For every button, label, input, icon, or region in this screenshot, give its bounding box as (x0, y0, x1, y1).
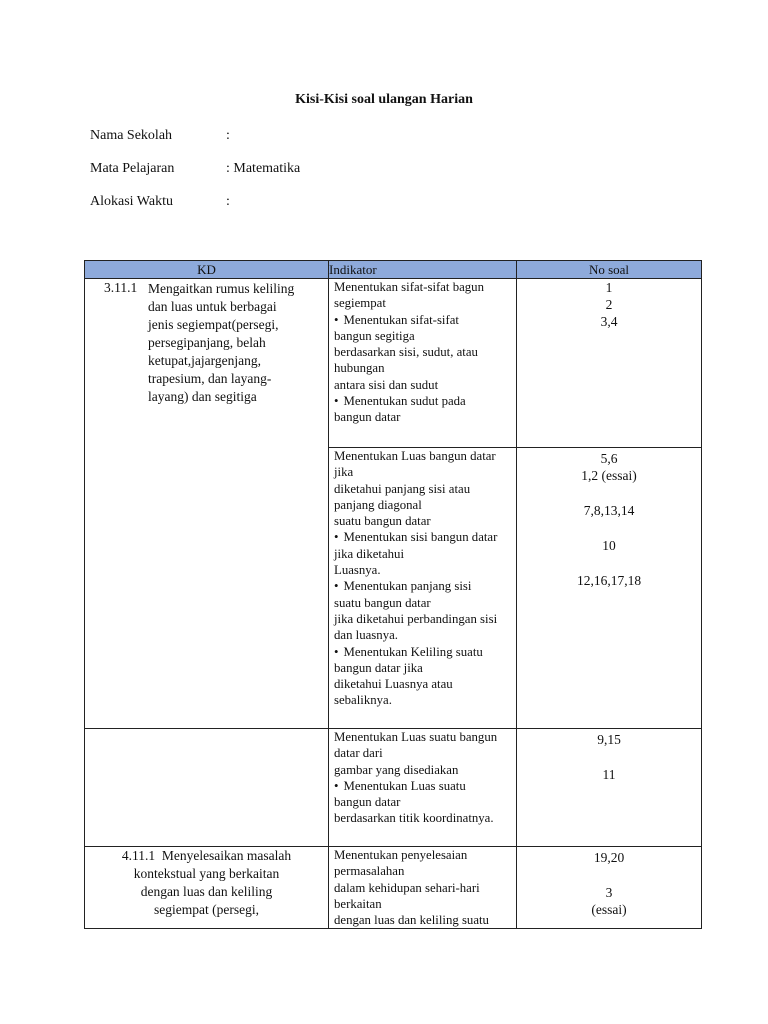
no-soal-cell (517, 847, 702, 929)
kd-number: 4.11.1 (121, 848, 156, 863)
indikator-line: datar dari (334, 746, 383, 761)
indikator-bullet-line: • Menentukan Keliling suatu (334, 644, 512, 660)
no-soal-cell (517, 279, 702, 448)
field-alokasi-waktu (90, 194, 230, 210)
no-soal-item: 3 (605, 885, 613, 900)
table-header-row (85, 261, 702, 279)
no-soal-cell (517, 729, 702, 847)
column-header-indikator: Indikator (329, 261, 517, 279)
indikator-line: Menentukan Luas bangun datar (334, 449, 496, 463)
field-label: Nama Sekolah (90, 128, 173, 143)
no-soal-item: 1,2 (essai) (581, 468, 637, 483)
indikator-cell (329, 448, 517, 729)
kd-text (85, 279, 328, 406)
field-label: Alokasi Waktu (90, 194, 173, 209)
indikator-line: dengan luas dan keliling suatu (334, 913, 489, 928)
kd-line: segiempat (persegi, (154, 902, 259, 917)
no-soal-item: 11 (602, 767, 616, 782)
no-soal-item: 19,20 (593, 850, 625, 865)
indikator-bullet-line: • Menentukan sisi bangun datar (334, 529, 512, 545)
indikator-line: jika diketahui perbandingan sisi (334, 611, 498, 626)
kd-text (85, 847, 328, 919)
indikator-line: bangun datar (334, 410, 401, 425)
indikator-bullet-line: • Menentukan panjang sisi (334, 578, 512, 594)
indikator-line: jika diketahui (334, 546, 405, 561)
field-nama-sekolah (90, 128, 230, 144)
indikator-line: suatu bangun datar (334, 595, 431, 610)
kd-line: layang) dan segitiga (148, 389, 257, 404)
indikator-line: antara sisi dan sudut (334, 377, 439, 392)
kd-number: 3.11.1 (104, 280, 138, 295)
indikator-line: bangun datar jika (334, 660, 423, 675)
indikator-bullet-line: • Menentukan sudut pada (334, 393, 512, 409)
indikator-line: segiempat (334, 296, 386, 311)
indikator-line: Luasnya. (334, 563, 381, 578)
column-header-kd: KD (85, 261, 329, 279)
indikator-line: bangun datar (334, 795, 401, 810)
no-soal-item: 10 (602, 538, 616, 553)
indikator-line: hubungan (334, 361, 385, 376)
no-soal-item: 5,6 (600, 451, 618, 466)
column-header-no-soal: No soal (517, 261, 702, 279)
indikator-line: sebaliknya. (334, 693, 392, 708)
indikator-line: diketahui Luasnya atau (334, 677, 453, 692)
kd-cell (85, 279, 329, 729)
indikator-cell (329, 729, 517, 847)
kd-line: dan luas untuk berbagai (148, 299, 277, 314)
field-label: Mata Pelajaran (90, 161, 175, 176)
indikator-line: gambar yang disediakan (334, 762, 459, 777)
no-soal-item: 2 (605, 297, 613, 312)
no-soal-item: 7,8,13,14 (583, 503, 635, 518)
kd-line: ketupat,jajargenjang, (148, 353, 261, 368)
kd-line: jenis segiempat(persegi, (148, 317, 279, 332)
indikator-line: Menentukan penyelesaian (334, 848, 468, 862)
no-soal-cell (517, 448, 702, 729)
table-row (85, 847, 702, 929)
no-soal-item: 1 (605, 280, 613, 295)
indikator-line: diketahui panjang sisi atau (334, 481, 471, 496)
kd-cell (85, 729, 329, 847)
indikator-cell (329, 279, 517, 448)
indikator-line: bangun segitiga (334, 328, 415, 343)
kd-line: trapesium, dan layang- (148, 371, 272, 386)
indikator-cell (329, 847, 517, 929)
indikator-line: berdasarkan sisi, sudut, atau (334, 345, 478, 360)
no-soal-item: 12,16,17,18 (576, 573, 642, 588)
table-row (85, 729, 702, 847)
kd-line: Mengaitkan rumus keliling (148, 281, 295, 296)
no-soal-item: (essai) (591, 902, 627, 917)
table-row (85, 279, 702, 448)
indikator-line: berdasarkan titik koordinatnya. (334, 811, 494, 826)
field-mata-pelajaran (90, 161, 300, 177)
kd-cell (85, 847, 329, 929)
kd-line: dengan luas dan keliling (140, 884, 273, 899)
no-soal-item: 9,15 (597, 732, 621, 747)
kd-line: Menyelesaikan masalah (161, 848, 292, 863)
kd-line: persegipanjang, belah (148, 335, 266, 350)
indikator-line: jika (334, 465, 354, 480)
indikator-line: Menentukan sifat-sifat bagun (334, 280, 484, 294)
no-soal-item: 3,4 (600, 314, 618, 329)
indikator-line: dan luasnya. (334, 628, 398, 643)
kd-line: kontekstual yang berkaitan (133, 866, 280, 881)
indikator-line: dalam kehidupan sehari-hari (334, 880, 480, 895)
indikator-line: permasalahan (334, 864, 405, 879)
indikator-line: suatu bangun datar (334, 514, 431, 529)
indikator-line: panjang diagonal (334, 497, 422, 512)
indikator-line: berkaitan (334, 896, 382, 911)
indikator-line: Menentukan Luas suatu bangun (334, 730, 498, 744)
field-value: : (226, 128, 230, 143)
page-title: Kisi-Kisi soal ulangan Harian (295, 92, 473, 107)
indikator-bullet-line: • Menentukan Luas suatu (334, 778, 512, 794)
kisi-kisi-table (84, 260, 702, 929)
field-value: : (226, 194, 230, 209)
field-value: : Matematika (226, 161, 301, 176)
indikator-bullet-line: • Menentukan sifat-sifat (334, 312, 512, 328)
